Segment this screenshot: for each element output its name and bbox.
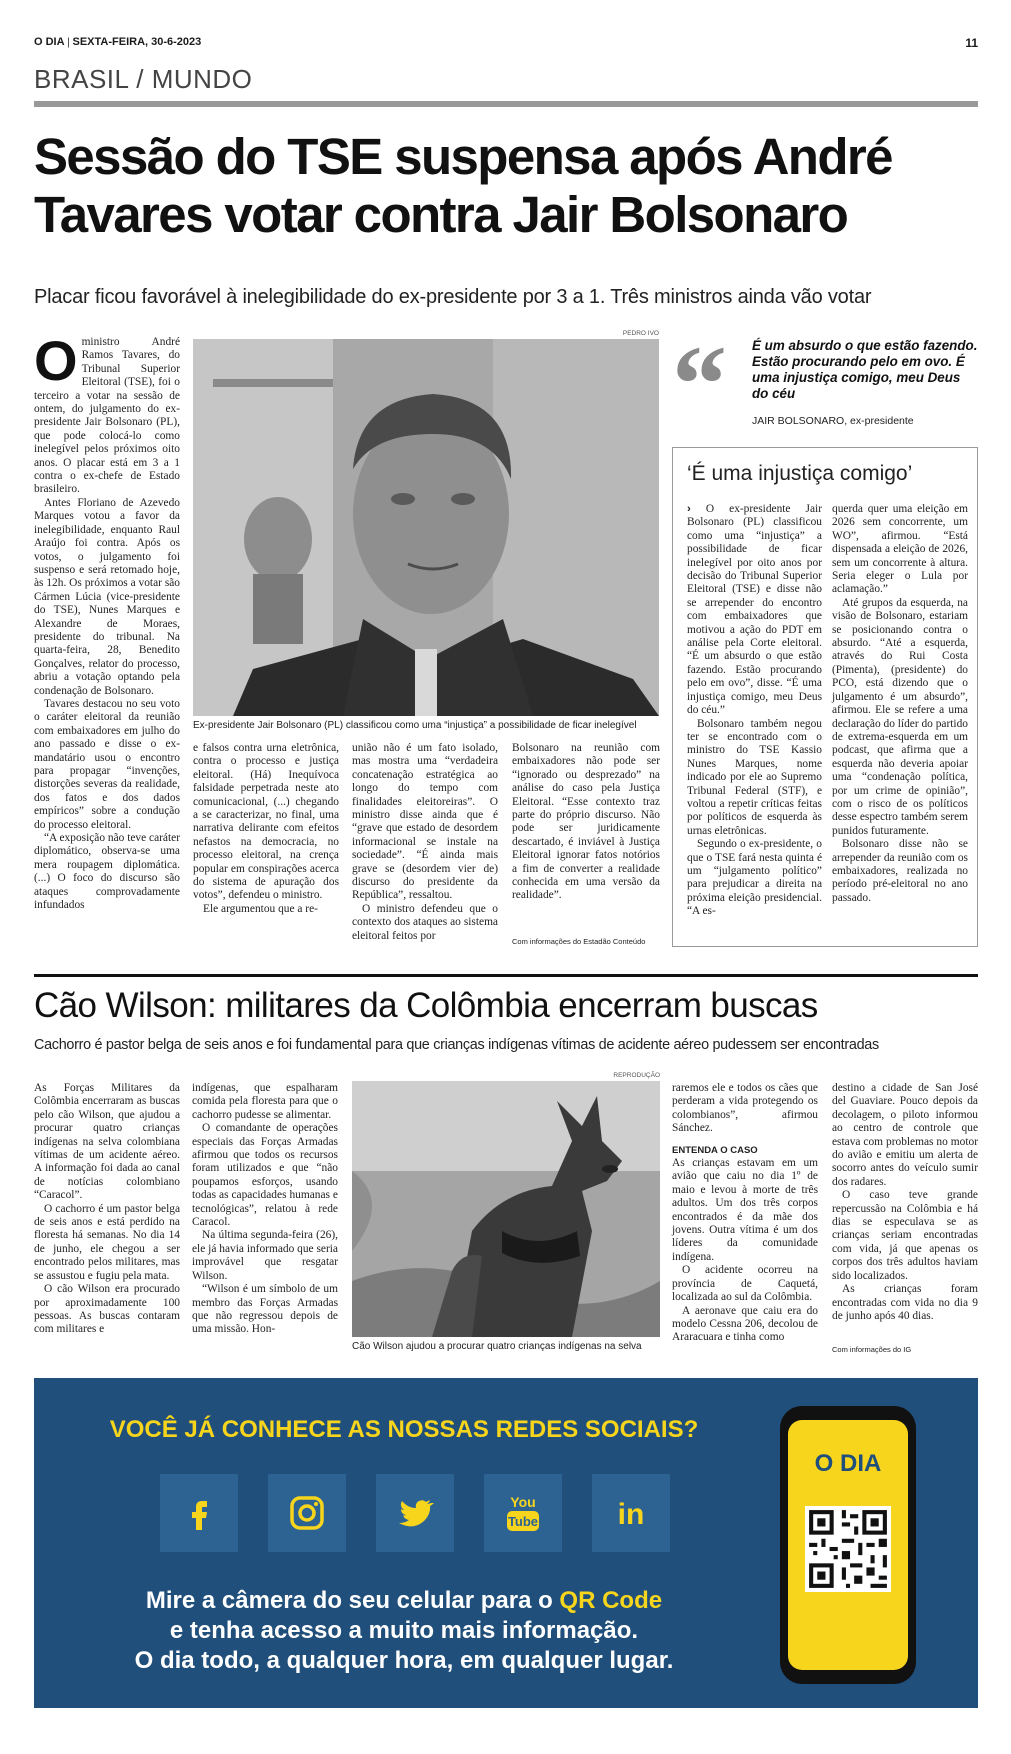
dog-illustration	[352, 1081, 660, 1337]
svg-text:Tube: Tube	[507, 1514, 539, 1529]
paragraph: querda quer uma eleição em 2026 sem concorrente, um WO”, afirmou. “Está dispensada a eleição de 2026, sem um concorrente à altura. Seria eleger o Lula por aclamação.”	[832, 503, 968, 596]
story1-column-2	[193, 742, 339, 916]
paragraph: “A exposição não teve caráter diplomático, observa-se uma mera roupagem diplomática. (...) O foco do discurso são ataques comprovadamente infundados	[34, 832, 180, 912]
paragraph: união não é um fato isolado, mas mostra uma “verdadeira concatenação estratégica ao longo do tempo com finalidades eleitoreiras”. O ministro disse ainda que é “grave que estado de desordem informacional se instale na sociedade”. “É ainda mais grave se (desordem vier de) discurso do presidente da República”, ressaltou.	[352, 742, 498, 902]
portrait-illustration	[193, 339, 659, 716]
ad-line-3: O dia todo, a qualquer hora, em qualquer lugar.	[134, 1647, 674, 1674]
paragraph: O cachorro é um pastor belga de seis anos e está perdido na floresta há semanas. No dia 14 de junho, ele chegou a ser encontrado pelos militares, mas se assustou e fugiu pela mata.	[34, 1202, 180, 1282]
photo-caption: Ex-presidente Jair Bolsonaro (PL) classificou como uma “injustiça” a possibilidade de ficar inelegível	[193, 720, 637, 731]
drop-cap: O	[34, 329, 78, 392]
source-note: Com informações do Estadão Conteúdo	[512, 937, 646, 946]
section-label: BRASIL / MUNDO	[34, 64, 253, 94]
paragraph: O caso teve grande repercussão na Colômbia e há dias se especulava se as crianças seriam encontradas com vida, já que apenas os corpos dos três adultos haviam sido localizados.	[832, 1189, 978, 1282]
phone-brand: O DIA	[814, 1450, 882, 1477]
paragraph	[687, 503, 822, 718]
bolsonaro-photo	[193, 339, 659, 716]
phone-graphic	[780, 1406, 916, 1684]
story1-headline: Sessão do TSE suspensa após André Tavares votar contra Jair Bolsonaro	[34, 128, 892, 243]
quote-mark-icon: “	[672, 323, 727, 445]
masthead-divider: |	[67, 36, 73, 48]
phone-screen	[788, 1420, 908, 1670]
paragraph: “Wilson é um símbolo de um membro das Forças Armadas que não regressou depois de uma missão. Hon-	[192, 1283, 338, 1336]
story2-headline: Cão Wilson: militares da Colômbia encerram buscas	[34, 986, 818, 1025]
sidebar-column-1	[687, 503, 822, 919]
story2-column-3	[672, 1082, 818, 1345]
story1-column-1	[34, 329, 180, 912]
paragraph: e falsos contra urna eletrônica, contra o processo e justiça eleitoral. (Há) Inequívoca falsidade perpetrada neste ato comunicacional, (...) chegando a se caracterizar, no final, uma narrativa delirante com efeitos nefastos na democracia, no processo eleitoral, na crença popular em conspirações acerca do sistema de apuração dos votos”, defendeu o ministro.	[193, 742, 339, 902]
section-subhead: ENTENDA O CASO	[672, 1144, 758, 1156]
paragraph: Bolsonaro também negou ter se encontrado com o ministro do TSE Kassio Nunes Marques, nome indicado por ele ao Supremo Tribunal Federal (STF), e voltou a repetir críticas feitas por políticos de esquerda às urnas eletrônicas.	[687, 717, 822, 837]
paragraph: A aeronave que caiu era do modelo Cessna 206, decolou de Araracuara e tinha como	[672, 1304, 818, 1344]
paragraph-text: O ex-presidente Jair Bolsonaro (PL) classificou como uma “injustiça” a possibilidade de ficar inelegível por oito anos por decisão do Tribunal Superior Eleitoral (TSE) e disse não se arrepender do encontro com embaixadores que motivou a ação do PDT em análise pela Corte eleitoral. “É um absurdo o que estão fazendo. Estão procurando pelo em ovo”, disse. “É uma injustiça comigo, meu Deus do céu.”	[687, 503, 822, 717]
twitter-button[interactable]	[376, 1474, 454, 1552]
paragraph: ministro André Ramos Tavares, do Tribunal Superior Eleitoral (TSE), foi o terceiro a votar na sessão de ontem, do julgamento do ex-presidente Jair Bolsonaro (PL), que pode colocá-lo como inelegível pelos próximos oito anos. O placar está em 3 a 1 contra o ex-chefe de Estado brasileiro.	[34, 336, 180, 496]
paragraph: As Forças Militares da Colômbia encerraram as buscas pelo cão Wilson, que ajudou a procurar quatro crianças indígenas na selva colombiana vítimas de um acidente aéreo. A informação foi dada ao canal de notícias colombiano “Caracol”.	[34, 1082, 180, 1202]
pull-quote: É um absurdo o que estão fazendo. Estão procurando pelo em ovo. É uma injustiça comigo, meu Deus do céu	[752, 338, 978, 401]
svg-text:You: You	[510, 1494, 536, 1510]
linkedin-icon	[611, 1493, 651, 1533]
story1-column-3	[352, 742, 498, 943]
ad-message	[54, 1586, 754, 1676]
story2-subhead: Cachorro é pastor belga de seis anos e foi fundamental para que crianças indígenas vítimas de acidente aéreo pudessem ser encontradas	[34, 1037, 879, 1053]
story1-subhead: Placar ficou favorável à inelegibilidade do ex-presidente por 3 a 1. Três ministros ainda vão votar	[34, 286, 872, 308]
paragraph: raremos ele e todos os cães que perderam a vida protegendo os colombianos”, afirmou Sánchez.	[672, 1082, 818, 1135]
masthead-date: SEXTA-FEIRA, 30-6-2023	[72, 36, 202, 48]
ad-title: VOCÊ JÁ CONHECE AS NOSSAS REDES SOCIAIS?	[109, 1416, 699, 1443]
paragraph: Bolsonaro na reunião com embaixadores não pode ser “ignorado ou desprezado” na análise do caso pela Justiça Eleitoral. “Esse contexto traz parte do próprio discurso. Não pode ser juridicamente descartado, é inviável à Justiça Eleitoral ignorar fatos notórios a fim de converter a realidade conhecida em uma versão da realidade”.	[512, 742, 660, 902]
photo-caption: Cão Wilson ajudou a procurar quatro crianças indígenas na selva	[352, 1341, 642, 1352]
story-divider	[34, 974, 978, 977]
story1-column-4	[512, 742, 660, 903]
story2-column-2	[192, 1082, 338, 1337]
linkedin-button[interactable]	[592, 1474, 670, 1552]
sidebar-title: ‘É uma injustiça comigo’	[687, 462, 913, 485]
story2-column-4	[832, 1082, 978, 1323]
instagram-button[interactable]	[268, 1474, 346, 1552]
quote-attribution: JAIR BOLSONARO, ex-presidente	[752, 415, 914, 427]
ad-line-2: e tenha acesso a muito mais informação.	[169, 1617, 639, 1644]
paragraph: Segundo o ex-presidente, o que o TSE fará nesta quinta é um “julgamento político” para prejudicar a direita na próxima eleição presidencial. “A es-	[687, 838, 822, 918]
ad-line-1	[54, 1586, 754, 1616]
paragraph: Bolsonaro disse não se arrepender da reunião com os embaixadores, realizada no período pré-eleitoral no ano passado.	[832, 838, 968, 904]
paragraph: Na última segunda-feira (26), ele já havia informado que seria improvável que resgatar Wilson.	[192, 1229, 338, 1282]
twitter-icon	[395, 1493, 435, 1533]
section-rule	[34, 101, 978, 107]
story2-column-1	[34, 1082, 180, 1337]
paragraph: O acidente ocorreu na província de Caquetá, localizada ao sul da Colômbia.	[672, 1264, 818, 1304]
facebook-button[interactable]	[160, 1474, 238, 1552]
svg-text:in: in	[617, 1498, 645, 1531]
social-media-ad[interactable]	[34, 1378, 978, 1708]
photo-credit: REPRODUÇÃO	[613, 1072, 660, 1079]
paragraph: destino a cidade de San José del Guaviare. Pouco depois da decolagem, o piloto informou ao centro de controle que estava com problemas no motor do avião e emitiu um alerta de socorro antes do veículo sumir dos radares.	[832, 1082, 978, 1188]
instagram-icon	[287, 1493, 327, 1533]
qr-code[interactable]	[805, 1506, 891, 1592]
paragraph: Ele argumentou que a re-	[203, 902, 318, 915]
paragraph: O cão Wilson era procurado por aproximadamente 100 pessoas. As buscas contaram com militares e	[34, 1283, 180, 1336]
paragraph: indígenas, que espalharam comida pela floresta para que o cachorro pudesse se alimentar.	[192, 1082, 338, 1121]
dog-photo	[352, 1081, 660, 1337]
paragraph: Até grupos da esquerda, na visão de Bolsonaro, estariam se posicionando contra o absurdo. “Até a esquerda, através do Rui Costa (Pimenta), (presidente) do PCO, está dizendo que o julgamento é um absurdo”, afirmou. Ele se refere a uma declaração do líder do partido de extrema-esquerda em um podcast, que afirma que a esquerda não deveria apoiar uma “condenação política, por um crime de opinião”, com o risco de os políticos desse espectro também serem punidos futuramente.	[832, 596, 968, 837]
paragraph: O comandante de operações especiais das Forças Armadas afirmou que todos os recursos foram utilizados e que “não poupamos esforços, usando todas as capacidades humanas e tecnológicas”, relatou à rede Caracol.	[192, 1122, 338, 1229]
sidebar-column-2	[832, 503, 968, 905]
ad-line-1-text: Mire a câmera do seu celular para o	[145, 1587, 560, 1614]
source-note: Com informações do IG	[832, 1345, 912, 1354]
masthead	[34, 36, 978, 56]
paragraph: Antes Floriano de Azevedo Marques votou a favor da inelegibilidade, enquanto Raul Araújo foi contra. Após os votos, o julgamento foi suspenso e será retomado hoje, às 12h. Os próximos a votar são Cármen Lúcia (vice-presidente do TSE), Nunes Marques e Alexandre de Moraes, presidente do tribunal. Na quarta-feira, 28, Benedito Gonçalves, relator do processo, abriu a votação optando pela condenação de Bolsonaro.	[34, 496, 180, 697]
paragraph: Tavares destacou no seu voto o caráter eleitoral da reunião com embaixadores em julho do ano passado e disse o ex-mandatário usou o encontro para propagar “invenções, distorções severas da realidade, dos fatos e dos dados empíricos” sobre a condução do processo eleitoral.	[34, 697, 180, 831]
qr-code-icon	[805, 1506, 891, 1592]
ad-line-1-highlight: QR Code	[559, 1587, 663, 1614]
page-number: 11	[965, 36, 978, 50]
masthead-brand: O DIA	[34, 36, 65, 48]
facebook-icon	[179, 1493, 219, 1533]
paragraph: As crianças foram encontradas com vida no dia 9 de junho após 40 dias.	[832, 1283, 978, 1322]
paragraph: O ministro defendeu que o contexto dos ataques ao sistema eleitoral feitos por	[352, 902, 498, 942]
youtube-button[interactable]	[484, 1474, 562, 1552]
bullet-icon: ›	[687, 503, 691, 515]
photo-credit: PEDRO IVO	[622, 330, 659, 337]
paragraph: As crianças estavam em um avião que caiu no dia 1º de maio e levou à morte de três adultos. Um dos três corpos encontrados é da mãe dos jovens. Outra vítima é um dos líderes da comunidade indígena.	[672, 1157, 818, 1263]
youtube-icon	[503, 1491, 543, 1535]
